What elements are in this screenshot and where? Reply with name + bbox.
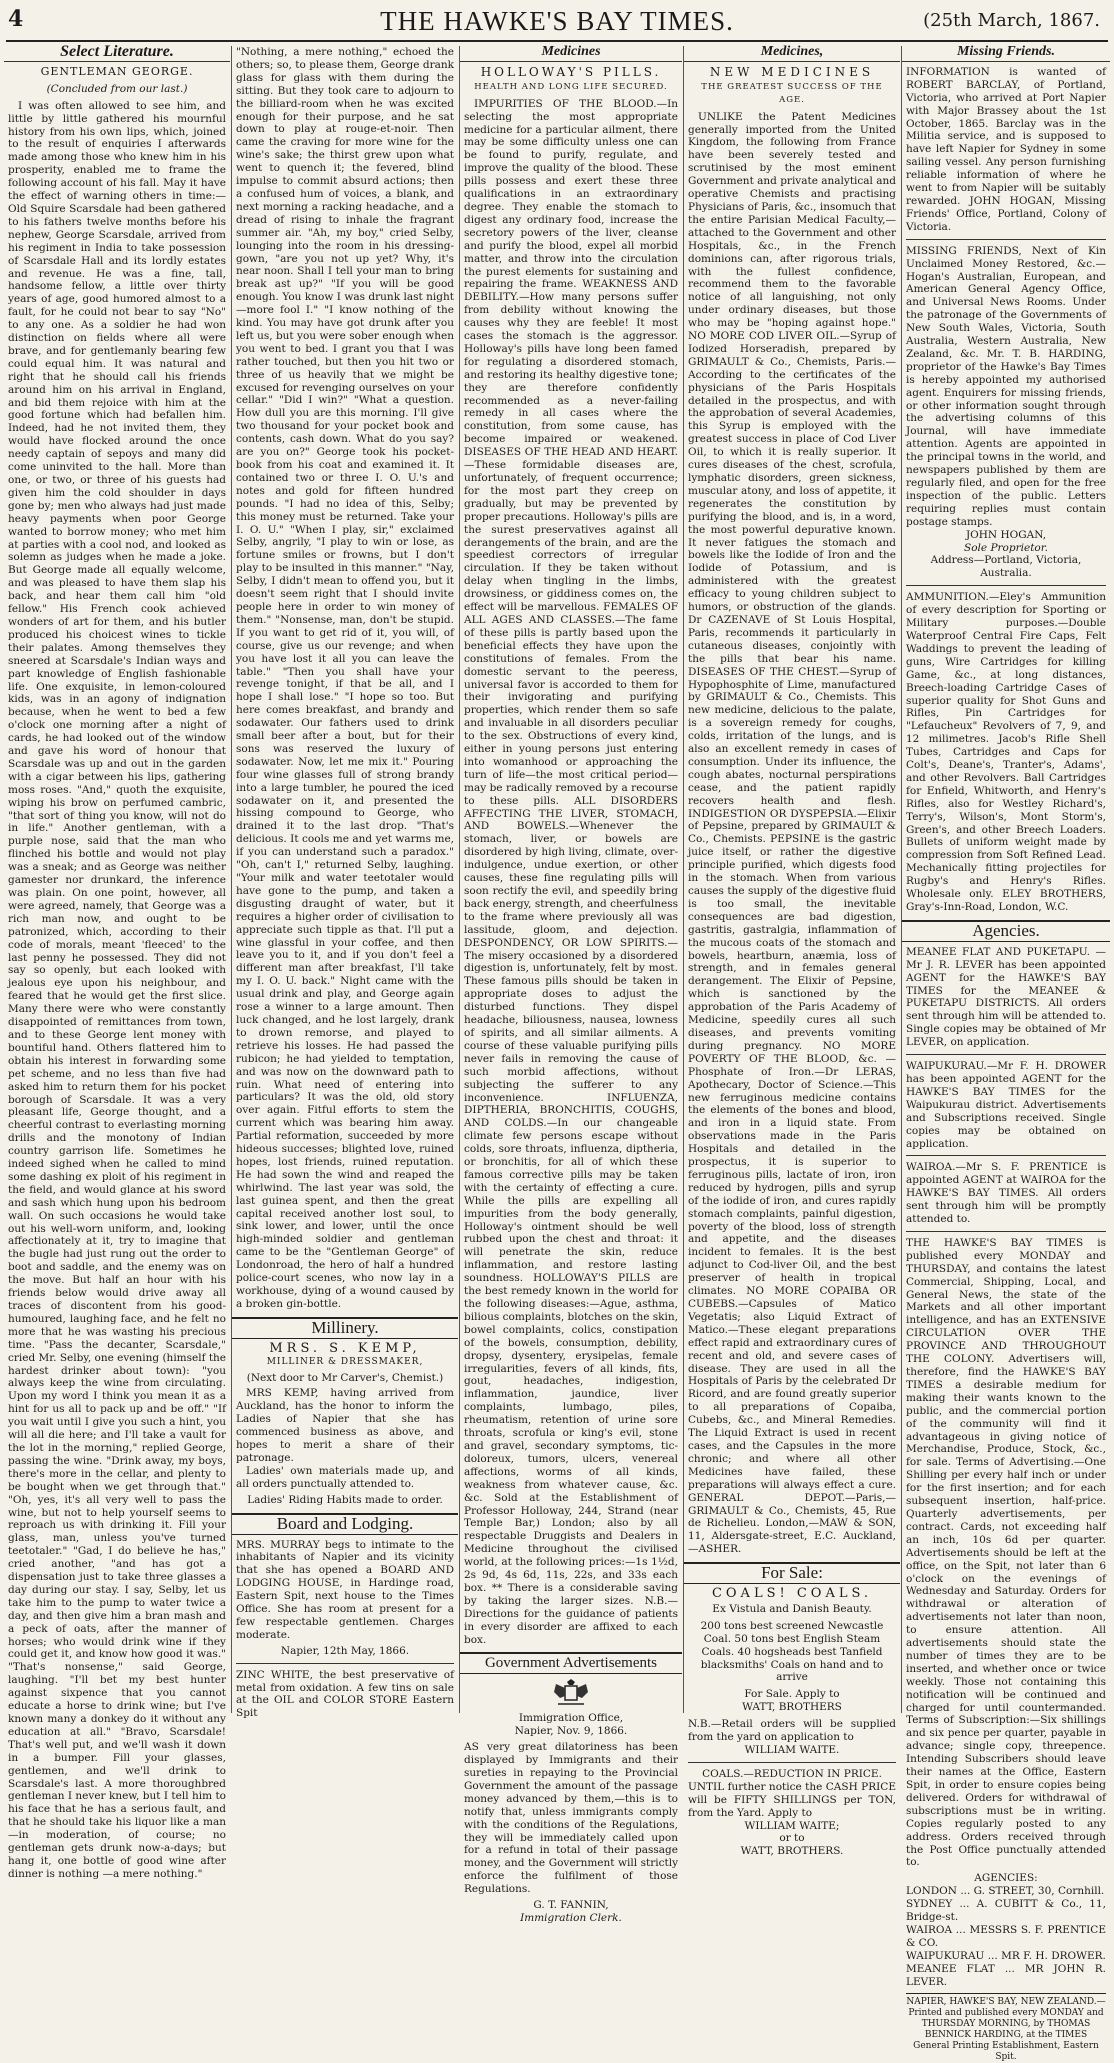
column-rule <box>231 46 232 1713</box>
separator <box>906 1155 1106 1156</box>
reduction-body: UNTIL further notice the CASH PRICE will be FIFTY SHILLINGS per TON, from the Yard. Apply to <box>688 1780 896 1819</box>
millinery-trade: MILLINER & DRESSMAKER, <box>266 1356 424 1367</box>
story-title: GENTLEMAN GEORGE. <box>40 64 194 78</box>
agency-item: WAIROA ... MESSRS S. F. PRENTICE & CO. <box>906 1923 1106 1949</box>
missing-friends-heading: Missing Friends. <box>902 46 1110 62</box>
column-holloway <box>464 44 678 1924</box>
coals-body: 200 tons best screened Newcastle Coal. 50 tons best English Steam Coals. 40 hogsheads best Tanfield blacksmiths' Coals on hand and to arrive <box>700 1619 884 1684</box>
new-medicines-subtitle: THE GREATEST SUCCESS OF THE AGE. <box>701 81 883 105</box>
missing-signature-title: Sole Proprietor. <box>964 541 1048 554</box>
board-date: Napier, 12th May, 1866. <box>280 1644 410 1657</box>
top-rule <box>6 40 1108 42</box>
separator <box>688 1762 896 1763</box>
missing-friends-ad: MISSING FRIENDS, Next of Kin Unclaimed Money Restored, &c.— Hogan's Australian, European, and American General Agency Office, and Universal News Rooms. Under the patronage of the Governments of New South Wales, Victoria, South Australia, Western Australia, New Zealand, &c. Mr. T. B. HARDING, proprietor of the Hawke's Bay Times is hereby appointed my authorised agent. Enquirers for missing friends, or other information sought through the advertising columns of this Journal, will have immediate attention. Agents are appointed in the principal towns in the world, and newspapers published by them are regularly filed, and open for the free inspection of the public. Letters requiring replies must contain postage stamps. <box>906 244 1106 528</box>
column-missing-friends <box>906 44 1106 2062</box>
millinery-riding: Ladies' Riding Habits made to order. <box>247 1493 443 1506</box>
separator <box>236 1663 454 1664</box>
printer-imprint: NAPIER, HAWKE'S BAY, NEW ZEALAND.—Printed and published every MONDAY and THURSDAY MORNING, by THOMAS BENNICK HARDING, at the TIMES General Printing Establishment, Eastern Spit. <box>906 1993 1106 2063</box>
issue-date: (25th March, 1867. <box>923 10 1100 31</box>
millinery-body: MRS KEMP, having arrived from Auckland, has the honor to inform the Ladies of Napier that she has commenced business as above, and hopes to merit a share of their patronage. <box>236 1387 454 1464</box>
agencies-heading: Agencies. <box>902 920 1110 942</box>
holloway-body: IMPURITIES OF THE BLOOD.—In selecting the most appropriate medicine for a particular ailment, there may be some difficulty unless one can be found to purify, regulate, and improve the quality of the blood. These pills possess and exert these three qualifications in an extraordinary degree. They enable the stomach to digest any ordinary food, increase the secretory powers of the liver, cleanse and purify the blood, expel all morbid matter, and throw into the circulation the purest elements for sustaining and repairing the frame. WEAKNESS AND DEBILITY.—How many persons suffer from debility without knowing the causes why they are feeble! It most cases the stomach is the aggressor. Holloway's pills have long been famed for regulating a disordered stomach, and restoring its healthy digestive tone; they are therefore confidently recommended as a never-failing remedy in all cases where the constitution, from some cause, has become impaired or weakened. DISEASES OF THE HEAD AND HEART.—These formidable diseases are, unfortunately, of frequent occurrence; for the most part they creep on gradually, but may be prevented by proper precautions. Holloway's pills are the surest preservatives against all derangements of the brain, and are the speediest correctors of irregular circulation. If they be taken without delay when tingling in the limbs, drowsiness, or giddiness comes on, the effect will be marvellous. FEMALES OF ALL AGES AND CLASSES.—The fame of these pills is partly based upon the beneficial effects they have upon the constitutions of females. From the domestic servant to the peeress, universal favor is accorded to them for their invigorating and purifying properties, which render them so safe and invaluable in all disorders peculiar to the sex. Obstructions of every kind, either in young persons just entering into womanhood or approaching the turn of life—the most critical period—may be radically removed by a recourse to these pills. ALL DISORDERS AFFECTING THE LIVER, STOMACH, AND BOWELS.—Whenever the stomach, liver, or bowels are disordered by high living, climate, over-indulgence, undue exertion, or other causes, these fine regulating pills will soon rectify the evil, and speedily bring back energy, strength, and cheerfulness to the frame where previously all was lassitude, gloom, and dejection. DESPONDENCY, OR LOW SPIRITS.—The misery occasioned by a disordered digestion is, unfortunately, felt by most. These famous pills should be taken in appropriate doses to adjust the disturbed functions. They dispel headache, biliousness, nausea, lowness of spirits, and all similar ailments. A course of these valuable purifying pills never fails in removing the cause of such morbid affections, without subjecting the sufferer to any inconvenience. INFLUENZA, DIPTHERIA, BRONCHITIS, COUGHS, AND COLDS.—In our changeable climate few persons escape without colds, sore throats, influenza, diptheria, or bronchitis, for all of which these famous corrective pills may be taken with the certainty of effecting a cure. While the pills are expelling all impurities from the body generally, Holloway's ointment should be well rubbed upon the chest and throat: it will penetrate the skin, reduce inflammation, and restore lasting soundness. HOLLOWAY'S PILLS are the best remedy known in the world for the following diseases:—Ague, asthma, bilious complaints, blotches on the skin, bowel complaints, colics, constipation of the bowels, consumption, debility, dropsy, dysentery, erysipelas, female irregularities, fevers of all kinds, fits, gout, headaches, indigestion, inflammation, jaundice, liver complaints, lumbago, piles, rheumatism, retention of urine sore throats, scrofula or king's evil, stone and gravel, secondary symptoms, tic-doloreux, tumors, ulcers, venereal affections, worms of all kinds, weakness from whatever cause, &c. &c. Sold at the Establishment of Professor Holloway, 244, Strand (near Temple Bar,) London; also by all respectable Druggists and Dealers in Medicine throughout the civilised world, at the following prices:—1s 1½d, 2s 9d, 4s 6d, 11s, 22s, and 33s each box. ** There is a considerable saving by taking the larger sizes. N.B.—Directions for the guidance of patients in every disorder are affixed to each box. <box>464 97 678 1646</box>
information-wanted-ad: INFORMATION is wanted of ROBERT BARCLAY, of Portland, Victoria, who arrived at Port Napier with Major Brassey about the 1st October, 1865. Barclay was in the Militia service, and is supposed to have left Napier for Sydney in some sailing vessel. Any person furnishing reliable information of where he went to from Napier will be suitably rewarded. JOHN HOGAN, Missing Friends' Office, Portland, Colony of Victoria. <box>906 65 1106 233</box>
column-rule <box>901 46 902 1713</box>
gov-place: Immigration Office, <box>518 1712 624 1725</box>
column-rule <box>459 46 460 1713</box>
millinery-name: MRS. S. KEMP, <box>269 1340 421 1356</box>
newspaper-title: THE HAWKE'S BAY TIMES. <box>380 6 734 36</box>
times-notice: THE HAWKE'S BAY TIMES is published every MONDAY and THURSDAY, and contains the latest Commercial, Shipping, Local, and General News, the state of the Markets and all other important intelligence, and has an EXTENSIVE CIRCULATION OVER THE PROVINCE AND THROUGHOUT THE COLONY. Advertisers will, therefore, find the HAWKE'S BAY TIMES a desirable medium for making their wants known to the public, and the commercial portion of the community will find it advantageous in giving notice of Merchandise, Produce, Stock, &c., for sale. Terms of Advertising.—One Shilling per every half inch or under for the first insertion; and for each subsequent insertion, half-price. Quarterly advertisements, per contract. Cards, not exceeding half an inch, 10s 6d per quarter. Advertisements should be left at the office, on the Spit, not later than 6 o'clock on the evenings of Wednesday and Saturday. Orders for withdrawal or alteration of advertisements not later than noon, to ensure attention. All advertisements should state the number of times they are to be inserted, and whether once or twice weekly. Those not containing this notification will be continued and charged for until countermanded. Terms of Subscription:—Six shillings and six pence per quarter, payable in advance; single copy, threepence. Intending Subscribers should leave their names at the Office, Eastern Spit, in order to ensure copies being delivered. Orders for withdrawal of subscriptions must be in writing. Copies regularly posted to any address. Orders received through the Post Office punctually attended to. <box>906 1236 1106 1869</box>
story-continued-body: "Nothing, a mere nothing," echoed the others; so, to please them, George drank glass for glass with them during the sitting. But they took care to adjourn to the billiard-room when he was excited enough for their purpose, and he sat down to play at rouge-et-noir. Then came the craving for more wine for the wine's sake; the thirst grew upon what went to quench it; the fevered, blind impulse to commit absurd actions; then a confused hum of voices, a blank, and next morning a racking headache, and a dread of rising to inhale the fragrant summer air. "Ah, my boy," cried Selby, lounging into the room in his dressing-gown, "are you not up yet? Why, it's near noon. Shall I tell your man to bring break ast up?" "If you will be good enough. You know I was drunk last night—more fool I." "I know nothing of the kind. You may have got drunk after you left us, but you were sober enough when you went to bed. I grant you that I was rather touched, but then you hit two or three of us heavily that we might be excused for revenging ourselves on your cellar." "Did I win?" "What a question. How dull you are this morning. I'll give two thousand for your pocket book and contents, cash down. What do you say? are you on?" George took his pocket-book from his coat and examined it. It contained two or three I. O. U.'s and notes and gold for fifteen hundred pounds. "I had no idea of this, Selby; this money must be returned. Take your I. O. U." "When I play, sir," exclaimed Selby, angrily, "I play to win or lose, as fortune smiles or frowns, but I don't play to be insulted in this manner." "Nay, Selby, I didn't mean to offend you, but it doesn't seem right that I should invite people here in order to win money of them." "Nonsense, man, don't be stupid. If you want to get rid of it, you will, of course, give us our revenge; and when you have lost it all you can leave the table." "Then you shall have your revenge tonight, if that be all, and I hope I shall lose." "I hope so too. But here comes breakfast, and brandy and sodawater. Our fathers used to drink small beer after a bout, but for their sons was reserved the luxury of sodawater. Now, let me mix it." Pouring four wine glasses full of strong brandy into a large tumbler, he poured the iced sodawater on it, and presented the hissing compound to George, who drained it to the last drop. "That's delicious. It cools me and yet warms me, if you can understand such a paradox." "Oh, can't I," returned Selby, laughing. "Your milk and water teetotaler would have gone to the pump, and taken a disgusting draught of water, but it requires a higher order of civilisation to appreciate such tipple as that. I'll put a wine glassful in your coffee, and then leave you to it, and if you don't feel a different man after breakfast, I'll take my I. O. U. back." Night came with the usual drink and play, and George again rose a winner to a large amount. Then luck changed, and he lost largely, drank to drown remorse, and played to retrieve his losses. He had passed the rubicon; he had yielded to temptation, and was now on the downward path to ruin. What need of entering into particulars? It was the old, old story over again. Fitful efforts to stem the current which was bearing him away. Partial reformation, succeeded by more hideous successes; blighted love, ruined hopes, lost friends, ruined reputation. He had sown the wind and reaped the whirlwind. The last year was sold, the last guinea spent, and then the great capital received another lost soul, to sink lower, and lower, until the once high-minded soldier and gentleman came to be the "Gentleman George" of Londonroad, the hero of half a hundred police-court scenes, who now lay in a workhouse, dying of a wound caused by a broken gin-bottle. <box>236 46 454 1310</box>
separator <box>906 585 1106 586</box>
board-heading: Board and Lodging. <box>232 1513 458 1535</box>
separator <box>906 239 1106 240</box>
reduction-name: WILLIAM WAITE; <box>744 1819 840 1832</box>
holloway-title: HOLLOWAY'S PILLS. <box>480 64 662 79</box>
column-new-medicines <box>688 44 897 1858</box>
medicines-heading-2: Medicines, <box>684 46 900 62</box>
coals-nb: N.B.—Retail orders will be supplied from the yard on application to <box>688 1718 896 1744</box>
coals-title: COALS! COALS. <box>711 1586 873 1602</box>
page-number: 4 <box>8 6 24 32</box>
for-sale-heading: For Sale: <box>684 1562 900 1584</box>
gov-body: AS very great dilatoriness has been displayed by Immigrants and their sureties in repaying to the Provincial Government the amount of the passage money advanced by them,—this is to notify that, unless immigrants comply with the conditions of the Regulations, they will be immediately called upon for a refund in total of their passage money, and the Government will strictly enforce the fulfilment of those Regulations. <box>464 1741 678 1896</box>
agency-item: WAIPUKURAU ... MR F. H. DROWER. <box>906 1949 1106 1962</box>
missing-address: Address—Portland, Victoria, Australia. <box>930 554 1082 580</box>
millinery-address: (Next door to Mr Carver's, Chemist.) <box>246 1371 444 1384</box>
new-medicines-title: NEW MEDICINES <box>709 64 875 79</box>
coals-apply: For Sale. Apply to <box>744 1688 840 1701</box>
meanee-agency: MEANEE FLAT AND PUKETAPU. —Mr J. R. LEVER has been appointed AGENT for the HAWKE'S BAY TIMES for the MEANEE & PUKETAPU DISTRICTS. All orders sent through him will be attended to. Single copies may be obtained of Mr LEVER, on application. <box>906 945 1106 1049</box>
wairoa-agency: WAIROA.—Mr S. F. PRENTICE is appointed AGENT at WAIROA for the HAWKE'S BAY TIMES. All orders sent through him will be promptly attended to. <box>906 1161 1106 1226</box>
story-body: I was often allowed to see him, and little by little gathered his mournful history from his own lips, which, joined to the result of enquiries I afterwards made among those who knew him in his prosperity, enabled me to frame the following account of his fall. May it have the effect of warning others in time:— Old Squire Scarsdale had been gathered to his fathers twelve months before his nephew, George Scarsdale, arrived from his regiment in India to take possession of Scarsdale Hall and its lordly estates and revenue. He was a fine, tall, handsome fellow, a little over thirty years of age, good humored almost to a fault, for he could not bear to say "No" to any one. As a soldier he had won distinction on fields where all were brave, and for gentlemanly bearing few could equal him. It was natural and right that he should call his friends around him on his arrival in England, and bid them rejoice with him at the good fortune which had befallen him. Indeed, had he not invited them, they would have flocked around the once needy captain of sepoys and many did come uninvited to the hall. More than one, or two, or three of his guests had given him the cold shoulder in days gone by; men who always had just made heavy payments when poor George wanted to borrow money; who met him at parties with a cool nod, and looked as solemn as judges when he made a joke. But George made all equally welcome, and was pleased to have them slap his back, and hear them call him "old fellow." His French cook achieved wonders of art for them, and his butler produced his choicest wines to tickle their palates. Among themselves they sneered at Scarsdale's Indian ways and part knowledge of English fashionable life. One exquisite, in lemon-coloured kids, was in an agony of indignation because, when he went to bed a few o'clock one morning after a night of cards, he had looked out of the window and gave his word of honour that Scarsdale was up and out in the garden with a cigar between his lips, gathering moss roses. "And," quoth the exquisite, wiping his brow on perfumed cambric, "that sort of thing you know, will not do in life." Another gentleman, with a purple nose, said that the man who flinched his bottle and would not play was a sneak; and as George was neither gamester nor drunkard, the inference was plain. On one point, however, all were agreed, namely, that George was a rich man now, and ought to be patronized, which, according to their code of morals, meant 'fleeced' to the last penny he possessed. They did not say so openly, but each looked with jealous eye upon his neighbour, and feared that he would get the first slice. Many there were who were constantly disappointed of remittances from town, and to these George lent money with bountiful hand. Others flattered him to obtain his interest in forwarding some pet scheme, and no less than five had asked him to return them for his pocket borough of Scarsdale. It was a very pleasant life, George thought, and a cheerful contrast to everlasting morning drills and the monotony of Indian country garrison life. Sometimes he indeed sighed when he called to mind some dashing ex ploit of his regiment in the field, and would glance at his sword and sash which hung upon his bedroom wall. On such occasions he would take out his well-worn uniform, and, looking affectionately at it, try to imagine that the bugle had just rung out the order to boot and saddle, and the enemy was on the move. But half an hour with his friends below would drive away all traces of discontent from his good-humoured, laughing face, and he felt no more that he was wasting his precious time. "Pass the decanter, Scarsdale," cried Mr. Selby, one evening (himself the hardest drinker about town): "you always keep the wine from circulating. Upon my word I think you mean it as a hint for us all to pack up and be off." "If you wait until I give you such a hint, you will all die here; and I'll take a vault for the lot in the morning," replied George, passing the wine. "Drink away, my boys, there's more in the cellar, and plenty to be bought when we get through that." "Oh, yes, it's all very well to pass the wine, but not to help yourself seems to reproach us with drinking it. Fill your glass, man, unless you've turned teetotaler." "Gad, I do believe he has," cried another, "and has got a dispensation just to take three glasses a day during our stay. I say, Selby, let us take him to the pump to water twice a day, and then give him a bran mash and a peck of oats, after the manner of horses; who would drink wine if they could get it, and know how good it was." "That's nonsense," said George, laughing. "I'll bet my best hunter against sixpence that you cannot educate a horse to drink wine; but I've known many a donkey do it without any education at all." "Bravo, Scarsdale! That's well put, and we'll wash it down in a bumper. Fill your glasses, gentlemen, and we'll drink to Scarsdale's last. A more thoroughbred gentleman I never knew, but I tell him to his face that he has a serious fault, and that he should take his liquor like a man —in moderation, of course; no gentleman gets drunk now-a-days; but hang it, one bottle of good wine after dinner is nothing —a mere nothing." <box>8 99 227 1880</box>
gov-signature: G. T. FANNIN, <box>533 1899 609 1912</box>
coals-subtitle: Ex Vistula and Danish Beauty. <box>712 1602 872 1615</box>
government-heading: Government Advertisements <box>460 1652 682 1674</box>
gov-date: Napier, Nov. 9, 1866. <box>514 1725 628 1738</box>
missing-signature: JOHN HOGAN, <box>965 528 1047 541</box>
reduction-or: or to <box>779 1832 805 1845</box>
zinc-white-ad: ZINC WHITE, the best preservative of metal from oxidation. A few tins on sale at the OIL and COLOR STORE Eastern Spit <box>236 1668 454 1720</box>
reduction-title: COALS.—REDUCTION IN PRICE. <box>702 1767 882 1780</box>
agency-item: MEANEE FLAT ... MR JOHN R. LEVER. <box>906 1962 1106 1988</box>
column-rule <box>683 46 684 1713</box>
agency-item: LONDON ... G. STREET, 30, Cornhill. <box>906 1885 1105 1898</box>
royal-crest-icon <box>548 1678 594 1708</box>
new-medicines-body: UNLIKE the Patent Medicines generally imported from the United Kingdom, the following from France have been severely tested and scrutinised by the most eminent Government and private analytical and operative Chemists and practising Physicians of Paris, &c., insomuch that the entire Parisian Medical Faculty,—attached to the Government and other Hospitals, &c., in the French dominions can, after rigorous trials, with the fullest confidence, recommend them to the favorable notice of all languishing, not only under ordinary diseases, but those who may be "hoping against hope." NO MORE COD LIVER OIL.—Syrup of Iodized Horseradish, prepared by GRIMAULT & Co., Chemists, Paris.—According to the certificates of the physicians of the Paris Hospitals detailed in the prospectus, and with the approbation of several Academies, this Syrup is employed with the greatest success in place of Cod Liver Oil, to which it is really superior. It cures diseases of the chest, scrofula, lymphatic disorders, green sickness, muscular atony, and loss of appetite, it regenerates the constitution by purifying the blood, and is, in a word, the most powerful depurative known. It never fatigues the stomach and bowels like the Iodide of Iron and the Iodide of Potassium, and is administered with the greatest efficacy to young children subject to humors, or obstruction of the glands. Dr CAZENAVE of St Louis Hospital, Paris, recommends it particularly in cutaneous diseases, conjointly with the pills that bear his name. DISEASES OF THE CHEST.—Syrup of Hypophosphite of Lime, manufactured by GRIMAULT & Co., Chemists. This new medicine, delicious to the palate, is a sovereign remedy for coughs, colds, irritation of the lungs, and is also an excellent remedy in cases of consumption. Under its influence, the cough abates, nocturnal perspirations cease, and the patient rapidly recovers health and flesh. INDIGESTION OR DYSPEPSIA.—Elixir of Pepsine, prepared by GRIMAULT & Co., Chemists. PEPSINE is the gastric juice itself, or rather the digestive principle purified, which digests food in the stomach. When from various causes the supply of the digestive fluid is too small, the inevitable consequences are bad digestion, gastritis, gastralgia, inflammation of the mucous coats of the stomach and bowels, heartburn, anæmia, loss of strength, and in females general derangement. The Elixir of Pepsine, which is sanctioned by the approbation of the Paris Academy of Medicine, speedily cures all such diseases, and prevents vomiting during pregnancy. NO MORE POVERTY OF THE BLOOD, &c. —Phosphate of Iron.—Dr LERAS, Apothecary, Doctor of Science.—This new ferruginous medicine contains the elements of the bones and blood, and iron in a liquid state. From observations made in the Paris Hospitals and detailed in the prospectus, it is superior to ferruginous pills, lactate of iron, iron reduced by hydrogen, pills and syrup of the iodide of iron, and cures rapidly stomach complaints, painful digestion, poverty of the blood, loss of strength and appetite, and the diseases incident to females. It is the best adjunct to Cod-liver Oil, and the best preserver of health in tropical climates. NO MORE COPAIBA OR CUBEBS.—Capsules of Matico Vegetatis; also Liquid Extract of Matico.—These elegant preparations effect rapid and extraordinary cures of recent and old, and severe cases of disease. They are used in all the Hospitals of Paris by the celebrated Dr Ricord, and are found greatly superior to all preparations of Copaiba, Cubebs, &c., and Mineral Remedies. The Liquid Extract is used in recent cases, and the Capsules in the more chronic; and where all other Medicines have failed, these preparations will always effect a cure. GENERAL DEPOT.—Paris,—GRIMAULT & Co., Chemists, 45, Rue de Richelieu. London,—MAW & SON, 11, Aldersgate-street, E.C. Auckland,—ASHER. <box>688 110 897 1556</box>
board-body: MRS. MURRAY begs to intimate to the inhabitants of Napier and its vicinity that she has opened a BOARD AND LODGING HOUSE, in Hardinge road, Eastern Spit, next house to the Times Office. She has room at present for a few respectable gentlemen. Charges moderate. <box>236 1538 454 1641</box>
separator <box>906 1231 1106 1232</box>
coals-firm: WATT, BROTHERS <box>742 1701 842 1714</box>
column-story-continued <box>236 46 454 1720</box>
coals-nb-name: WILLIAM WAITE. <box>744 1744 840 1756</box>
waipukurau-agency: WAIPUKURAU.—Mr F. H. DROWER has been appointed AGENT for the HAWKE'S BAY TIMES for the Waipukurau district. Advertisements and Subscriptions received. Single copies may be obtained on application. <box>906 1060 1106 1150</box>
ammunition-ad: AMMUNITION.—Eley's Ammunition of every description for Sporting or Military purposes.—Double Waterproof Central Fire Caps, Felt Waddings to prevent the leading of guns, Wire Cartridges for killing Game, &c., at long distances, Breech-loading Cartridge Cases of superior quality for Shot Guns and Rifles, Pin Cartridges for "Lefaucheux" Revolvers of 7, 9, and 12 milimetres. Jacob's Rifle Shell Tubes, Cartridges and Caps for Colt's, Deane's, Tranter's, Adams', and other Revolvers. Ball Cartridges for Enfield, Whitworth, and Henry's Rifles, also for Westley Richard's, Terry's, Wilson's, Mont Storm's, Green's, and other Breech Loaders. Bullets of uniform weight made by compression from Soft Refined Lead. Mechanically fitting projectiles for Rugby's and Henry's Rifles. Wholesale only. ELEY BROTHERS, Gray's-Inn-Road, London, W.C. <box>906 591 1106 913</box>
story-note: (Concluded from our last.) <box>46 82 188 95</box>
gov-signature-title: Immigration Clerk. <box>520 1911 622 1924</box>
millinery-note: Ladies' own materials made up, and all orders punctually attended to. <box>236 1464 454 1490</box>
column-literature <box>8 43 227 1880</box>
millinery-heading: Millinery. <box>232 1317 458 1339</box>
literature-heading: Select Literature. <box>4 46 230 62</box>
medicines-heading: Medicines <box>460 46 682 62</box>
agency-item: SYDNEY ... A. CUBITT & Co., 11, Bridge-st. <box>906 1898 1106 1924</box>
separator <box>906 1054 1106 1055</box>
reduction-firm: WATT, BROTHERS. <box>740 1845 844 1858</box>
agencies-list <box>906 1885 1106 1988</box>
holloway-subtitle: HEALTH AND LONG LIFE SECURED. <box>474 81 668 92</box>
agencies-list-title: AGENCIES: <box>974 1872 1038 1885</box>
masthead <box>0 6 1114 44</box>
